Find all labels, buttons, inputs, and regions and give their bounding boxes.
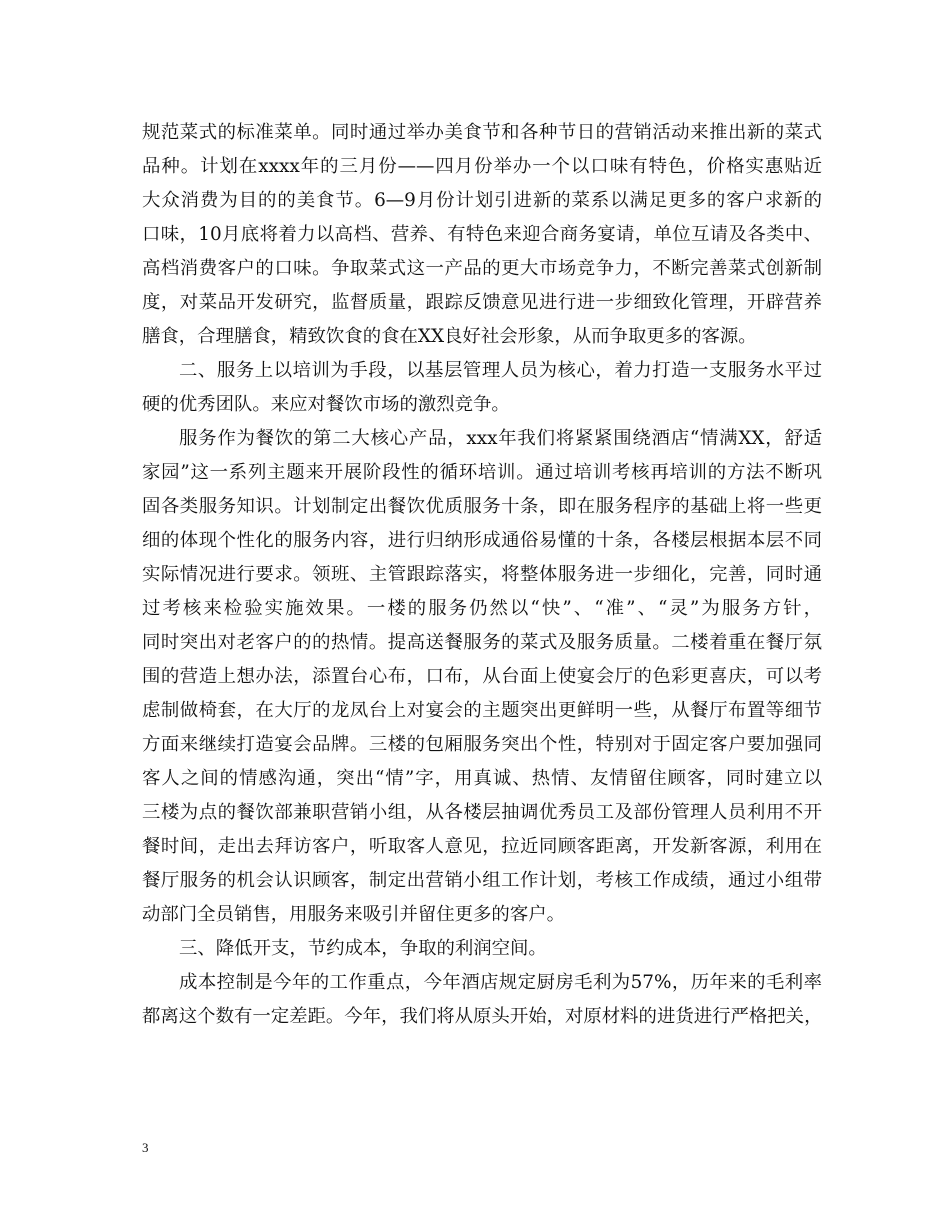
- text-line-2: 品种。计划在xxxx年的三月份——四月份举办一个以口味有特色，价格实惠贴近: [142, 156, 822, 177]
- text-line-21: 三楼为点的餐饮部兼职营销小组，从各楼层抽调优秀员工及部份管理人员利用不开: [142, 802, 822, 823]
- text-line-3: 大众消费为目的的美食节。6—9月份计划引进新的菜系以满足更多的客户求新的: [142, 190, 822, 211]
- text-line-20: 客人之间的情感沟通，突出“情”字，用真诚、热情、友情留住顾客，同时建立以: [142, 768, 822, 789]
- text-line-12: 固各类服务知识。计划制定出餐饮优质服务十条，即在服务程序的基础上将一些更: [142, 496, 822, 517]
- heading-line-section-2a: 二、服务上以培训为手段，以基层管理人员为核心，着力打造一支服务水平过: [179, 360, 822, 381]
- page-number: 3: [142, 1140, 149, 1155]
- text-line-6: 度，对菜品开发研究，监督质量，跟踪反馈意见进行进一步细致化管理，开辟营养: [142, 292, 822, 313]
- text-line-1: 规范菜式的标准菜单。同时通过举办美食节和各种节日的营销活动来推出新的菜式: [142, 122, 822, 143]
- text-line-14: 实际情况进行要求。领班、主管跟踪落实，将整体服务进一步细化，完善，同时通: [142, 564, 822, 585]
- text-line-15: 过考核来检验实施效果。一楼的服务仍然以“快”、“准”、“灵”为服务方针，: [142, 598, 822, 619]
- heading-line-section-3: 三、降低开支，节约成本，争取的利润空间。: [179, 938, 547, 959]
- text-line-17: 围的营造上想办法，添置台心布，口布，从台面上使宴会厅的色彩更喜庆，可以考: [142, 666, 822, 687]
- text-line-19: 方面来继续打造宴会品牌。三楼的包厢服务突出个性，特别对于固定客户要加强同: [142, 734, 822, 755]
- document-body: [142, 116, 822, 1034]
- text-line-4: 口味，10月底将着力以高档、营养、有特色来迎合商务宴请，单位互请及各类中、: [142, 224, 822, 245]
- text-line-18: 虑制做椅套，在大厅的龙凤台上对宴会的主题突出更鲜明一些，从餐厅布置等细节: [142, 700, 822, 721]
- text-line-24: 动部门全员销售，用服务来吸引并留住更多的客户。: [142, 904, 565, 925]
- text-line-26: 成本控制是今年的工作重点，今年酒店规定厨房毛利为57%，历年来的毛利率: [179, 972, 822, 993]
- text-line-22: 餐时间，走出去拜访客户，听取客人意见，拉近同顾客距离，开发新客源，利用在: [142, 836, 822, 857]
- heading-line-section-2b: 硬的优秀团队。来应对餐饮市场的激烈竞争。: [142, 394, 510, 415]
- text-line-16: 同时突出对老客户的的热情。提高送餐服务的菜式及服务质量。二楼着重在餐厅氛: [142, 632, 822, 653]
- text-line-5: 高档消费客户的口味。争取菜式这一产品的更大市场竞争力，不断完善菜式创新制: [142, 258, 822, 279]
- text-line-7: 膳食，合理膳食，精致饮食的食在XX良好社会形象，从而争取更多的客源。: [142, 326, 757, 347]
- text-line-10: 服务作为餐饮的第二大核心产品，xxx年我们将紧紧围绕酒店“情满XX，舒适: [179, 428, 822, 449]
- text-line-13: 细的体现个性化的服务内容，进行归纳形成通俗易懂的十条，各楼层根据本层不同: [142, 530, 822, 551]
- text-line-11: 家园”这一系列主题来开展阶段性的循环培训。通过培训考核再培训的方法不断巩: [142, 462, 822, 483]
- text-line-23: 餐厅服务的机会认识顾客，制定出营销小组工作计划，考核工作成绩，通过小组带: [142, 870, 822, 891]
- text-line-27: 都离这个数有一定差距。今年，我们将从原头开始，对原材料的进货进行严格把关，: [142, 1006, 822, 1027]
